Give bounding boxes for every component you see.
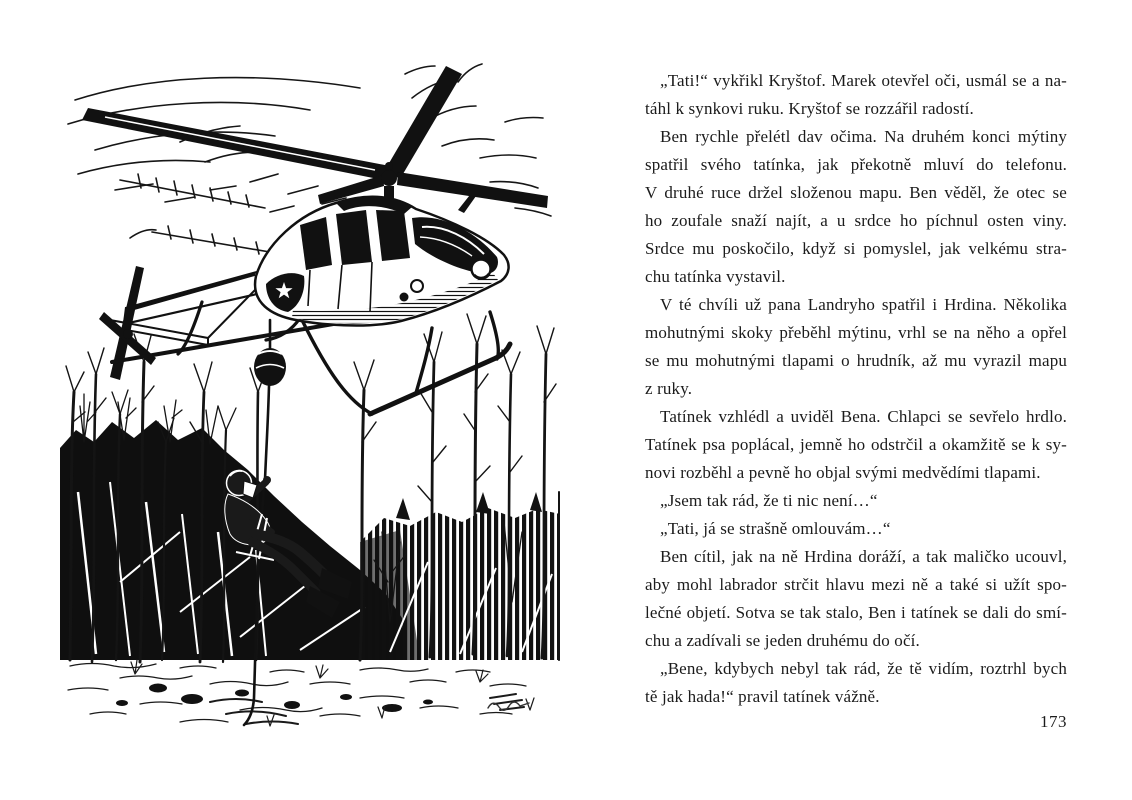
text-line: chu a zadívali se jeden druhému do očí.	[645, 631, 920, 650]
text-line: „Tati, já se strašně omlouvám…“	[660, 519, 891, 538]
text-line: V druhé ruce držel složenou mapu. Ben věděl, že otec se	[645, 183, 1067, 202]
text-line: mohutnými skoky přeběhl mýtinu, vrhl se na něho a opřel	[645, 323, 1067, 342]
text-line: Ben cítil, jak na ně Hrdina doráží, a tak maličko ucouvl,	[660, 547, 1067, 566]
page-right	[566, 0, 1132, 800]
text-line: z ruky.	[645, 379, 693, 398]
text-line: chu tatínka vystavil.	[645, 267, 786, 286]
text-block	[645, 67, 1067, 711]
text-line: Tatínek psa poplácal, jemně ho odstrčil a okamžitě se k sy-	[645, 435, 1067, 454]
text-line: lečné objetí. Sotva se tak stalo, Ben i tatínek se dali do smí-	[645, 603, 1067, 622]
text-line: „Jsem tak rád, že ti nic není…“	[660, 491, 878, 510]
forest-silhouette-left	[60, 420, 406, 660]
forest-silhouette-right	[360, 492, 560, 660]
page-number: 173	[1040, 712, 1067, 731]
text-line: spatřil svého tatínka, jak překotně mluví do telefonu.	[645, 155, 1067, 174]
text-line: novi rozběhl a pevně ho objal svými medvědími tlapami.	[645, 463, 1041, 482]
text-line: ho zoufale snaží najít, a u srdce ho píchnul osten viny.	[645, 211, 1067, 230]
text-line: se mu mohutnými tlapami o hrudník, až mu vyrazil mapu	[645, 351, 1067, 370]
hoist-drum	[254, 348, 286, 386]
cabin-window	[336, 210, 372, 265]
text-line: Srdce mu poskočilo, když si pomyslel, jak velkému stra-	[645, 239, 1067, 258]
text-line: „Bene, kdybych nebyl tak rád, že tě vidím, roztrhl bych	[660, 659, 1067, 678]
text-line: „Tati!“ vykřikl Kryštof. Marek otevřel oči, usmál se a na-	[660, 71, 1067, 90]
text-line: V té chvíli už pana Landryho spatřil i Hrdina. Několika	[660, 295, 1067, 314]
text-line: Tatínek vzhlédl a uviděl Bena. Chlapci se sevřelo hrdlo.	[660, 407, 1067, 426]
helicopter-rescue-illustration	[60, 62, 560, 738]
ground-strokes	[68, 660, 534, 726]
text-line: Ben rychle přelétl dav očima. Na druhém konci mýtiny	[660, 127, 1067, 146]
text-line: tě jak hada!“ pravil tatínek vážně.	[645, 687, 880, 706]
tail-rotor	[99, 266, 156, 380]
helicopter	[82, 66, 548, 414]
text-line: aby mohl labrador strčit hlavu mezi ně a také si užít spo-	[645, 575, 1067, 594]
text-line: táhl k synkovi ruku. Kryštof se rozzářil radostí.	[645, 99, 974, 118]
